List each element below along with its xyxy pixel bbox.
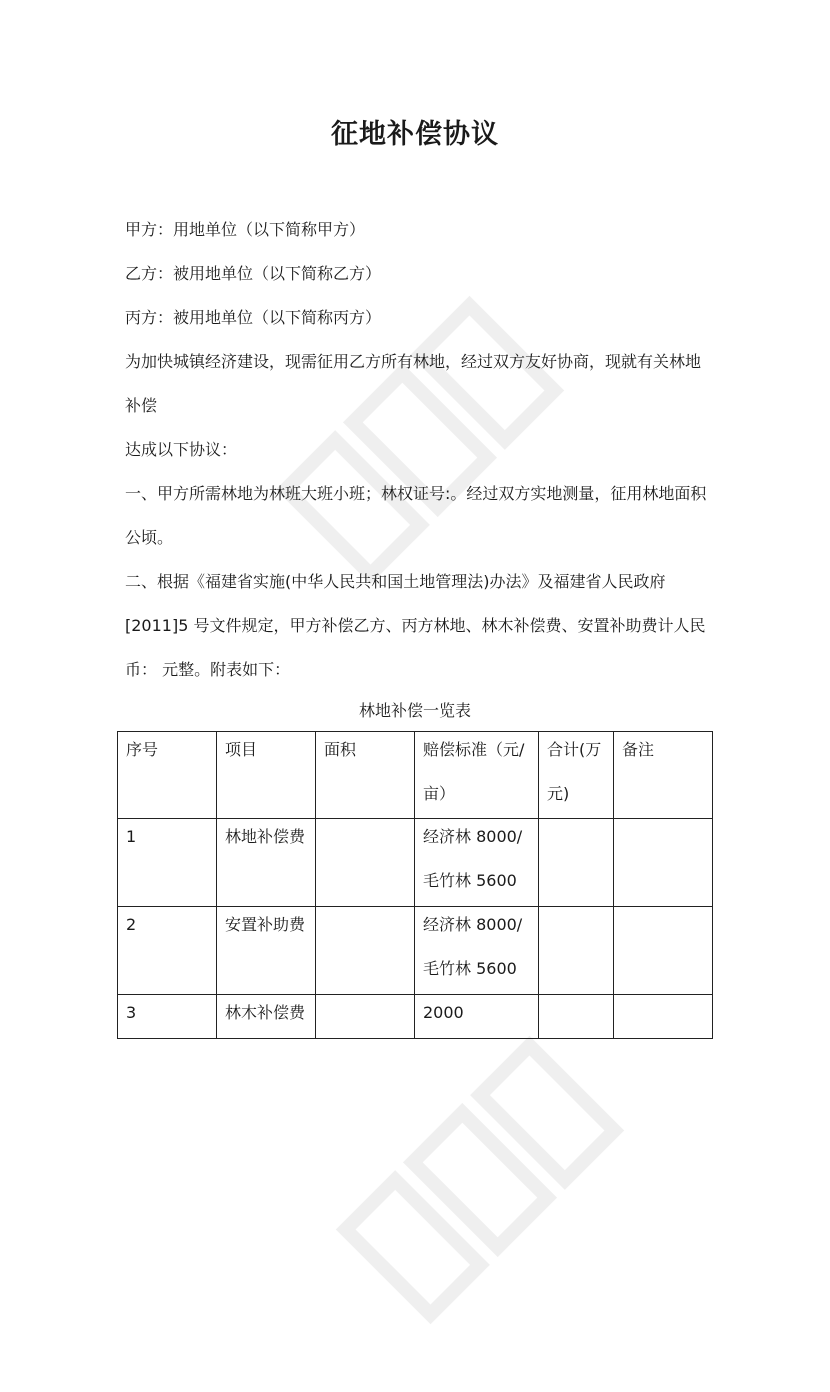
header-cell: 面积 <box>316 732 415 819</box>
document-title: 征地补偿协议 <box>331 119 499 150</box>
clause-two: 二、根据《福建省实施(中华人民共和国土地管理法)办法》及福建省人民政府[2011]5 号文件规定，甲方补偿乙方、丙方林地、林木补偿费、安置补助费计人民币： 元整。附表如下： <box>125 572 706 679</box>
agreement-lead: 达成以下协议： <box>125 440 238 459</box>
table-cell: 经济林 8000/毛竹林 5600 <box>415 907 539 995</box>
table-cell <box>316 819 415 907</box>
header-cell: 项目 <box>217 732 316 819</box>
table-cell: 2 <box>118 907 217 995</box>
table-row <box>118 819 713 907</box>
table-cell <box>316 907 415 995</box>
table-row <box>118 907 713 995</box>
table-cell: 林地补偿费 <box>217 819 316 907</box>
party-c-line: 丙方：被用地单位（以下简称丙方） <box>125 308 382 327</box>
table-cell: 安置补助费 <box>217 907 316 995</box>
table-cell <box>539 907 614 995</box>
table-cell <box>539 819 614 907</box>
party-a-line: 甲方：用地单位（以下简称甲方） <box>125 220 366 239</box>
clause-one: 一、甲方所需林地为林班大班小班；林权证号:。经过双方实地测量，征用林地面积公顷。 <box>125 484 707 547</box>
table-cell: 1 <box>118 819 217 907</box>
table-cell <box>614 907 713 995</box>
table-cell <box>614 995 713 1039</box>
table-cell: 2000 <box>415 995 539 1039</box>
table-header-row <box>118 732 713 819</box>
table-caption: 林地补偿一览表 <box>358 701 471 720</box>
table-cell: 3 <box>118 995 217 1039</box>
intro-paragraph: 为加快城镇经济建设，现需征用乙方所有林地，经过双方友好协商，现就有关林地补偿 <box>125 352 702 415</box>
header-cell: 备注 <box>614 732 713 819</box>
header-cell: 序号 <box>118 732 217 819</box>
table-cell <box>316 995 415 1039</box>
header-cell: 合计(万元) <box>539 732 614 819</box>
party-b-line: 乙方：被用地单位（以下简称乙方） <box>125 264 382 283</box>
table-cell <box>614 819 713 907</box>
header-cell: 赔偿标准（元/亩） <box>415 732 539 819</box>
table-row <box>118 995 713 1039</box>
table-cell: 经济林 8000/毛竹林 5600 <box>415 819 539 907</box>
compensation-table <box>117 731 713 1039</box>
table-cell: 林木补偿费 <box>217 995 316 1039</box>
table-cell <box>539 995 614 1039</box>
